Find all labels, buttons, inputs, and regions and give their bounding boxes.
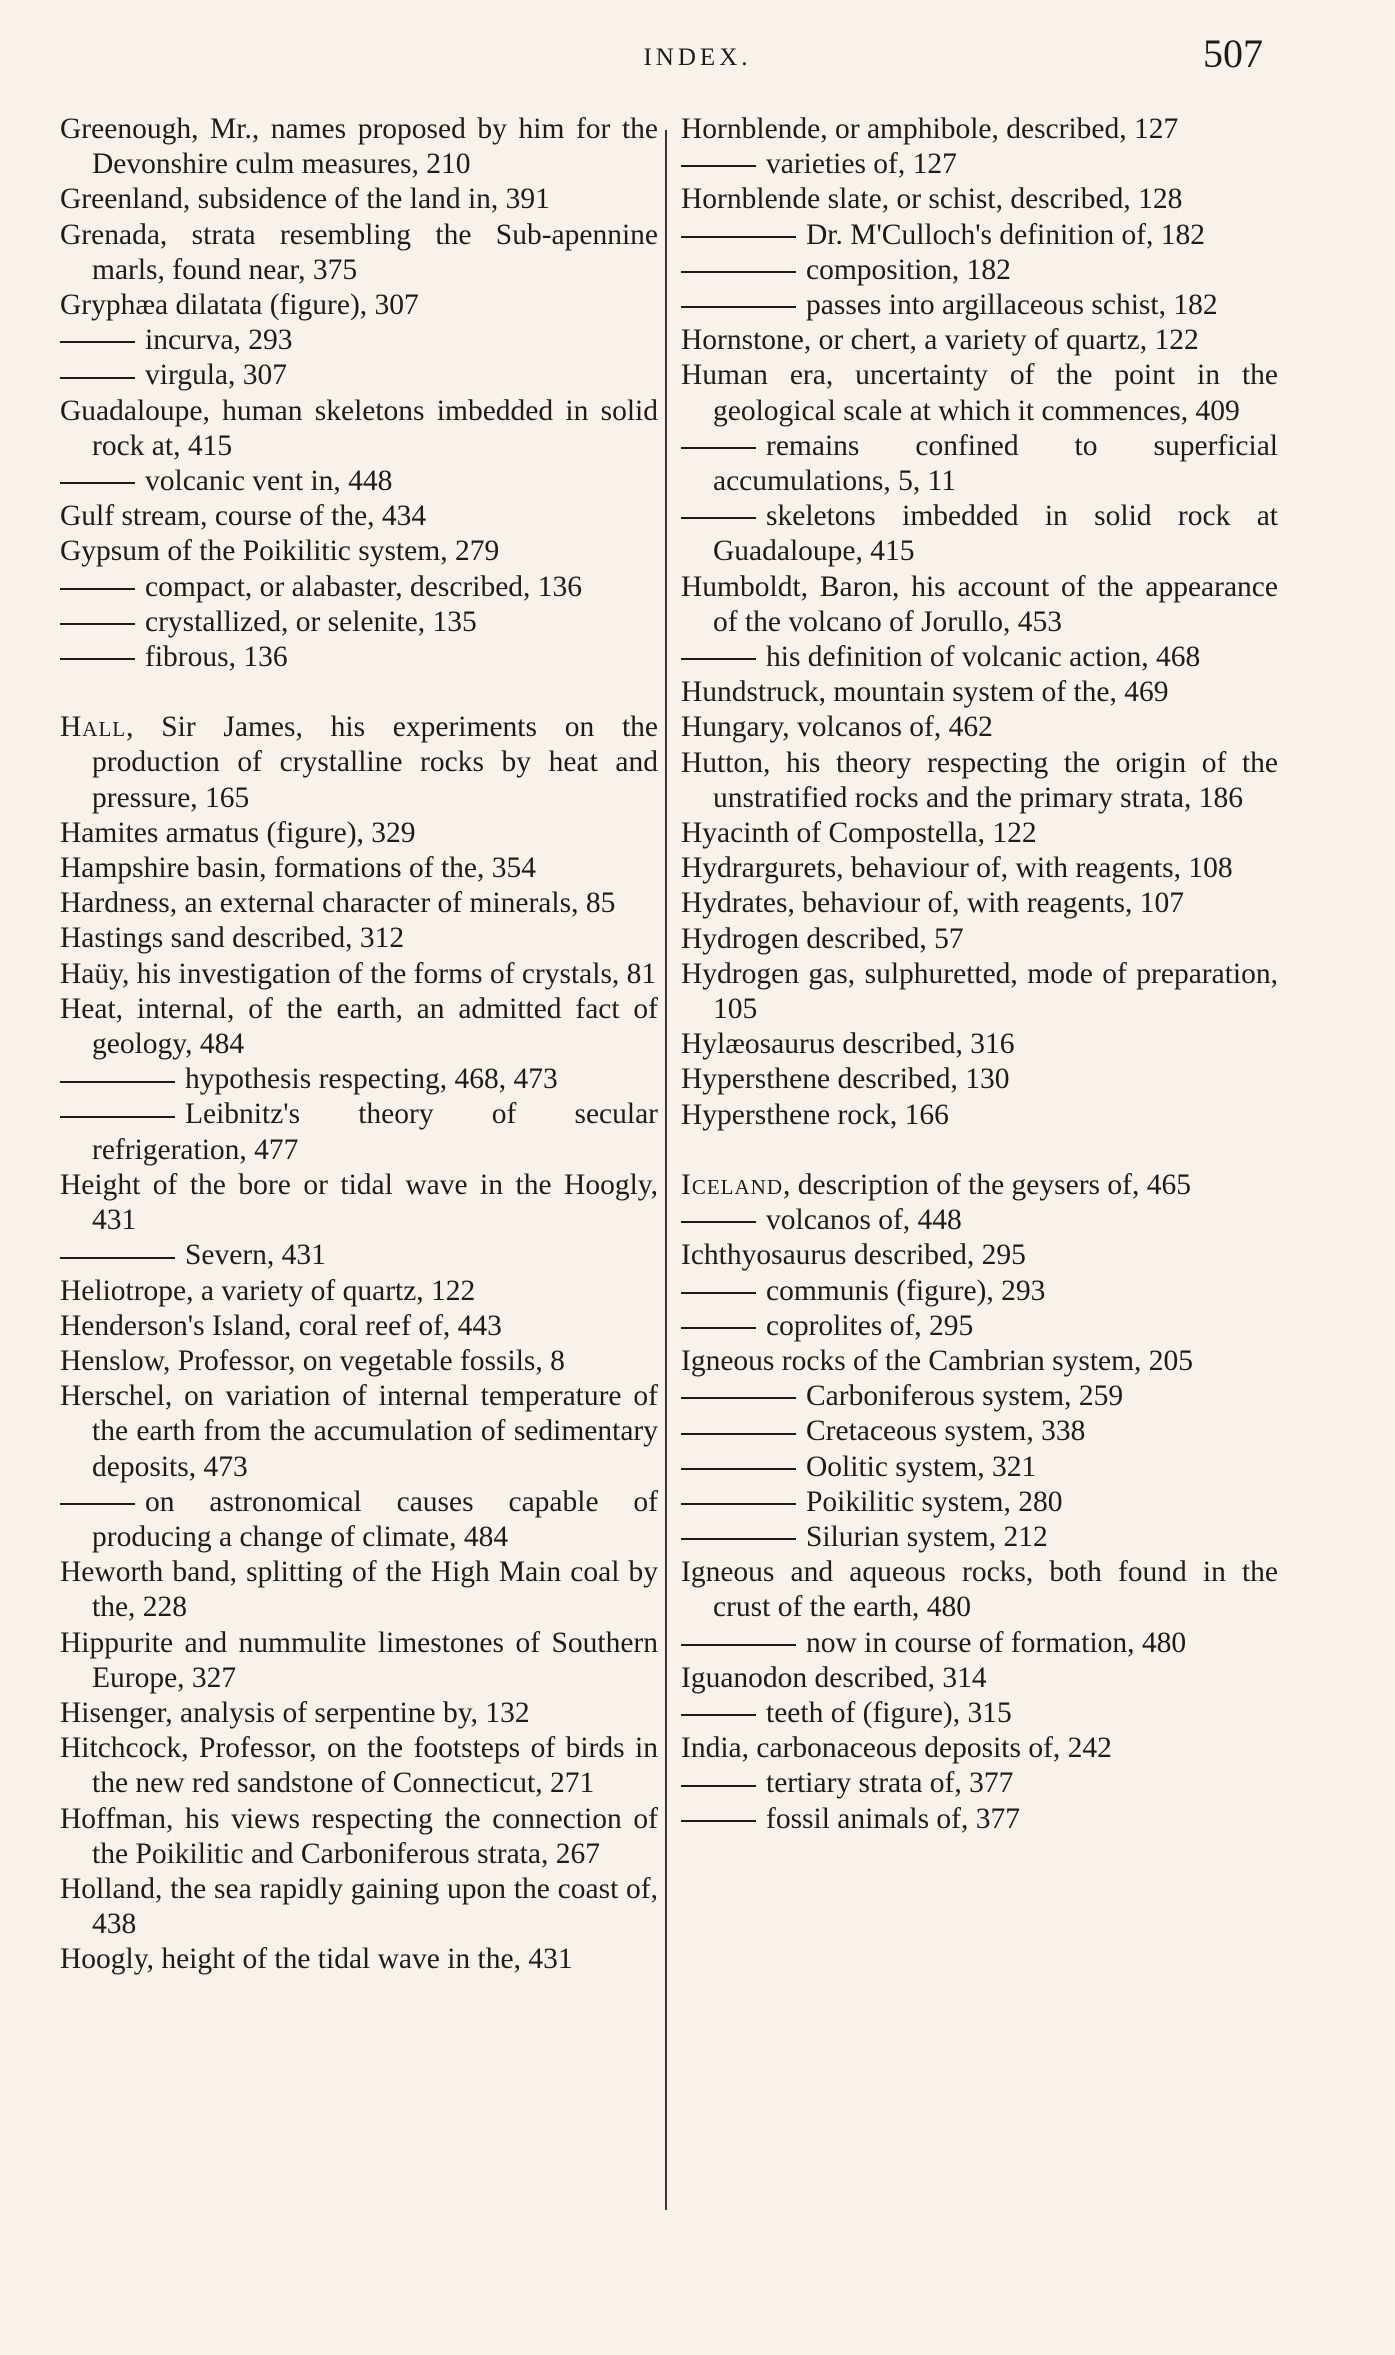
index-entry (60, 921, 658, 956)
index-entry (60, 323, 658, 358)
index-entry-text: Gryphæa dilatata (figure), 307 (60, 289, 419, 322)
ditto-dash (681, 1327, 756, 1329)
index-entry (60, 464, 658, 499)
index-entry-text: Poikilitic system, 280 (806, 1485, 1063, 1518)
ditto-dash (60, 1257, 175, 1259)
index-entry (60, 112, 658, 182)
index-entry (60, 534, 658, 569)
ditto-dash (681, 306, 796, 308)
index-column-right (681, 112, 1278, 1837)
ditto-dash (681, 658, 756, 660)
index-entry (60, 1872, 658, 1942)
index-entry (60, 886, 658, 921)
index-entry (681, 429, 1278, 499)
index-entry (60, 394, 658, 464)
index-entry-text: Hydrogen described, 57 (681, 922, 964, 955)
index-entry (681, 358, 1278, 428)
index-entry-text: , description of the geysers of, 465 (782, 1168, 1191, 1201)
ditto-dash (60, 1081, 175, 1083)
index-entry-text: Hundstruck, mountain system of the, 469 (681, 676, 1169, 709)
index-entry (60, 640, 658, 675)
index-entry (60, 182, 658, 217)
index-entry-text: Humboldt, Baron, his account of the appearance of the volcano of Jorullo, 453 (681, 570, 1278, 638)
index-entry-text: Hypersthene rock, 166 (681, 1098, 949, 1131)
index-entry (681, 675, 1278, 710)
index-entry (681, 1802, 1278, 1837)
index-entry (60, 1731, 658, 1801)
index-entry (60, 1626, 658, 1696)
index-entry (60, 1097, 658, 1167)
index-entry-text: Grenada, strata resembling the Sub-apennine marls, found near, 375 (60, 218, 658, 286)
index-entry-text: coprolites of, 295 (766, 1309, 974, 1342)
index-entry-text: hypothesis respecting, 468, 473 (185, 1063, 558, 1096)
ditto-dash (681, 1820, 756, 1822)
index-entry-text: Greenough, Mr., names proposed by him for the Devonshire culm measures, 210 (60, 113, 658, 181)
index-entry-text: Heat, internal, of the earth, an admitted fact of geology, 484 (60, 992, 658, 1061)
index-entry-text: Hisenger, analysis of serpentine by, 132 (60, 1696, 530, 1729)
index-entry-text: Herschel, on variation of internal temperature of the earth from the accumulation of sedimentary deposits, 473 (60, 1380, 658, 1483)
ditto-dash (681, 1714, 756, 1716)
index-entry-text: virgula, 307 (145, 359, 288, 392)
index-entry (681, 1168, 1278, 1203)
letter-heading-word: Iceland (681, 1168, 783, 1201)
index-entry (681, 886, 1278, 921)
index-entry (681, 851, 1278, 886)
index-entry-text: Severn, 431 (185, 1239, 326, 1272)
index-entry-text: Hydrogen gas, sulphuretted, mode of preparation, 105 (681, 957, 1278, 1026)
index-entry (681, 1098, 1278, 1133)
index-entry (60, 1344, 658, 1379)
index-entry (681, 1555, 1278, 1625)
index-entry (60, 992, 658, 1062)
index-entry (681, 1274, 1278, 1309)
index-entry (60, 570, 658, 605)
index-entry-text: Hydrargurets, behaviour of, with reagents, 108 (681, 852, 1233, 885)
index-entry (681, 323, 1278, 358)
index-entry-text: Ichthyosaurus described, 295 (681, 1239, 1026, 1272)
index-entry-text: Leibnitz's theory of secular refrigeration, 477 (92, 1098, 658, 1166)
index-entry (60, 710, 658, 816)
ditto-dash (681, 271, 796, 273)
index-entry (60, 816, 658, 851)
index-entry-text: Gulf stream, course of the, 434 (60, 500, 427, 533)
ditto-dash (681, 517, 756, 519)
index-entry-text: Heliotrope, a variety of quartz, 122 (60, 1274, 476, 1307)
ditto-dash (681, 1468, 796, 1470)
ditto-dash (60, 623, 135, 625)
index-entry (681, 1661, 1278, 1696)
index-entry (681, 746, 1278, 816)
index-entry (681, 1696, 1278, 1731)
index-entry (60, 1555, 658, 1625)
index-entry (681, 499, 1278, 569)
index-entry (681, 710, 1278, 745)
ditto-dash (60, 377, 135, 379)
index-entry (60, 1942, 658, 1977)
index-entry-text: Height of the bore or tidal wave in the Hoogly, 431 (60, 1168, 658, 1237)
page-number: 507 (1203, 31, 1263, 76)
index-entry (60, 851, 658, 886)
index-entry (681, 1309, 1278, 1344)
ditto-dash (681, 1292, 756, 1294)
index-entry-text: passes into argillaceous schist, 182 (806, 289, 1218, 322)
ditto-dash (681, 1433, 796, 1435)
index-entry (681, 570, 1278, 640)
index-entry-text: Igneous and aqueous rocks, both found in the crust of the earth, 480 (681, 1556, 1278, 1624)
index-entry-text: Dr. M'Culloch's definition of, 182 (806, 218, 1206, 251)
index-entry (681, 1626, 1278, 1661)
index-entry-text: composition, 182 (806, 253, 1011, 286)
ditto-dash (60, 482, 135, 484)
index-entry (681, 816, 1278, 851)
ditto-dash (60, 341, 135, 343)
index-entry (681, 1203, 1278, 1238)
index-entry-text: Hoogly, height of the tidal wave in the, 431 (60, 1943, 573, 1976)
index-entry-text: Hippurite and nummulite limestones of Southern Europe, 327 (60, 1626, 658, 1694)
index-entry (681, 957, 1278, 1027)
index-entry-text: Henderson's Island, coral reef of, 443 (60, 1309, 502, 1342)
index-entry (681, 1344, 1278, 1379)
index-entry (681, 1731, 1278, 1766)
ditto-dash (60, 1116, 175, 1118)
index-entry-text: skeletons imbedded in solid rock at Guadaloupe, 415 (713, 500, 1278, 568)
index-entry-text: his definition of volcanic action, 468 (766, 641, 1201, 674)
index-entry-text: teeth of (figure), 315 (766, 1696, 1012, 1729)
index-entry (681, 1414, 1278, 1449)
index-entry (681, 1027, 1278, 1062)
index-entry (60, 1379, 658, 1485)
index-entry-text: Gypsum of the Poikilitic system, 279 (60, 535, 500, 568)
index-entry (60, 1168, 658, 1238)
index-entry (681, 922, 1278, 957)
ditto-dash (60, 658, 135, 660)
index-entry (60, 1238, 658, 1273)
index-entry-text: on astronomical causes capable of producing a change of climate, 484 (92, 1485, 658, 1553)
ditto-dash (681, 447, 756, 449)
index-entry-text: varieties of, 127 (766, 148, 957, 181)
index-entry-text: Hamites armatus (figure), 329 (60, 816, 416, 849)
index-entry (681, 182, 1278, 217)
letter-heading-word: Hall (60, 711, 127, 744)
index-entry-text: fossil animals of, 377 (766, 1802, 1021, 1835)
index-entry-text: Cretaceous system, 338 (806, 1415, 1086, 1448)
page-header (0, 30, 1395, 80)
index-entry-text: Hyacinth of Compostella, 122 (681, 817, 1037, 850)
index-entry-text: Hornblende, or amphibole, described, 127 (681, 113, 1179, 145)
index-entry (681, 1766, 1278, 1801)
index-entry (60, 957, 658, 992)
index-entry-text: Hoffman, his views respecting the connection of the Poikilitic and Carboniferous strata, 267 (60, 1802, 658, 1870)
index-entry (60, 1274, 658, 1309)
ditto-dash (681, 1221, 756, 1223)
index-entry (681, 640, 1278, 675)
ditto-dash (60, 1503, 135, 1505)
index-entry (60, 218, 658, 288)
index-entry (60, 358, 658, 393)
index-entry (681, 1450, 1278, 1485)
index-entry (681, 218, 1278, 253)
index-entry-text: volcanic vent in, 448 (145, 465, 393, 498)
index-entry-text: Hardness, an external character of minerals, 85 (60, 887, 616, 920)
index-entry-text: Haüy, his investigation of the forms of crystals, 81 (60, 957, 657, 990)
index-entry (60, 1696, 658, 1731)
index-entry-text: Hornblende slate, or schist, described, 128 (681, 183, 1183, 216)
index-entry-text: tertiary strata of, 377 (766, 1767, 1014, 1800)
index-entry (60, 288, 658, 323)
index-entry (60, 1485, 658, 1555)
index-entry-text: Holland, the sea rapidly gaining upon the coast of, 438 (60, 1872, 658, 1941)
index-entry-text: Human era, uncertainty of the point in the geological scale at which it commences, 409 (681, 359, 1278, 427)
index-entry-text: Hastings sand described, 312 (60, 922, 405, 955)
index-entry (681, 1238, 1278, 1273)
index-entry-text: Hydrates, behaviour of, with reagents, 107 (681, 887, 1184, 920)
ditto-dash (681, 1538, 796, 1540)
index-entry-text: Hutton, his theory respecting the origin of the unstratified rocks and the primary strata, 186 (681, 746, 1278, 814)
index-entry-text: volcanos of, 448 (766, 1204, 962, 1237)
index-entry (681, 1485, 1278, 1520)
ditto-dash (681, 1785, 756, 1787)
ditto-dash (681, 165, 756, 167)
index-entry (681, 288, 1278, 323)
index-entry-text: remains confined to superficial accumulations, 5, 11 (713, 429, 1278, 498)
ditto-dash (681, 1503, 796, 1505)
index-entry-text: compact, or alabaster, described, 136 (145, 570, 583, 603)
index-entry-text: Hylæosaurus described, 316 (681, 1028, 1015, 1061)
index-entry-text: Silurian system, 212 (806, 1520, 1048, 1553)
column-divider (665, 130, 667, 2210)
index-entry-text: Heworth band, splitting of the High Main coal by the, 228 (60, 1556, 658, 1624)
index-column-left (60, 112, 658, 1978)
index-entry (681, 147, 1278, 182)
index-entry-text: , Sir James, his experiments on the production of crystalline rocks by heat and pressure, 165 (92, 711, 658, 814)
index-entry-text: Oolitic system, 321 (806, 1450, 1037, 1483)
index-entry (681, 112, 1278, 147)
index-entry-text: Guadaloupe, human skeletons imbedded in solid rock at, 415 (60, 394, 658, 462)
index-entry (60, 1309, 658, 1344)
index-entry-text: now in course of formation, 480 (806, 1626, 1187, 1659)
index-entry (60, 1802, 658, 1872)
index-entry-text: Hitchcock, Professor, on the footsteps of birds in the new red sandstone of Connecticut, 271 (60, 1732, 658, 1800)
running-head: INDEX. (643, 44, 752, 71)
index-entry-text: Iguanodon described, 314 (681, 1661, 987, 1694)
ditto-dash (681, 1397, 796, 1399)
index-entry (681, 253, 1278, 288)
index-entry-text: Carboniferous system, 259 (806, 1380, 1124, 1413)
index-entry-text: Igneous rocks of the Cambrian system, 205 (681, 1344, 1194, 1377)
index-entry (60, 605, 658, 640)
index-entry-text: Hungary, volcanos of, 462 (681, 711, 993, 744)
ditto-dash (681, 236, 796, 238)
index-entry-text: crystallized, or selenite, 135 (145, 605, 477, 638)
index-entry (60, 1062, 658, 1097)
index-entry-text: Hypersthene described, 130 (681, 1063, 1010, 1096)
index-entry (60, 499, 658, 534)
ditto-dash (60, 588, 135, 590)
index-entry-text: India, carbonaceous deposits of, 242 (681, 1732, 1112, 1765)
index-entry-text: communis (figure), 293 (766, 1274, 1046, 1307)
index-entry-text: Henslow, Professor, on vegetable fossils, 8 (60, 1344, 565, 1377)
index-entry-text: incurva, 293 (145, 324, 293, 357)
index-entry-text: Hornstone, or chert, a variety of quartz, 122 (681, 324, 1199, 357)
index-entry-text: Greenland, subsidence of the land in, 391 (60, 183, 550, 216)
index-entry (681, 1520, 1278, 1555)
index-entry-text: Hampshire basin, formations of the, 354 (60, 852, 537, 885)
index-entry-text: fibrous, 136 (145, 641, 288, 674)
index-entry (681, 1062, 1278, 1097)
ditto-dash (681, 1644, 796, 1646)
index-entry (681, 1379, 1278, 1414)
